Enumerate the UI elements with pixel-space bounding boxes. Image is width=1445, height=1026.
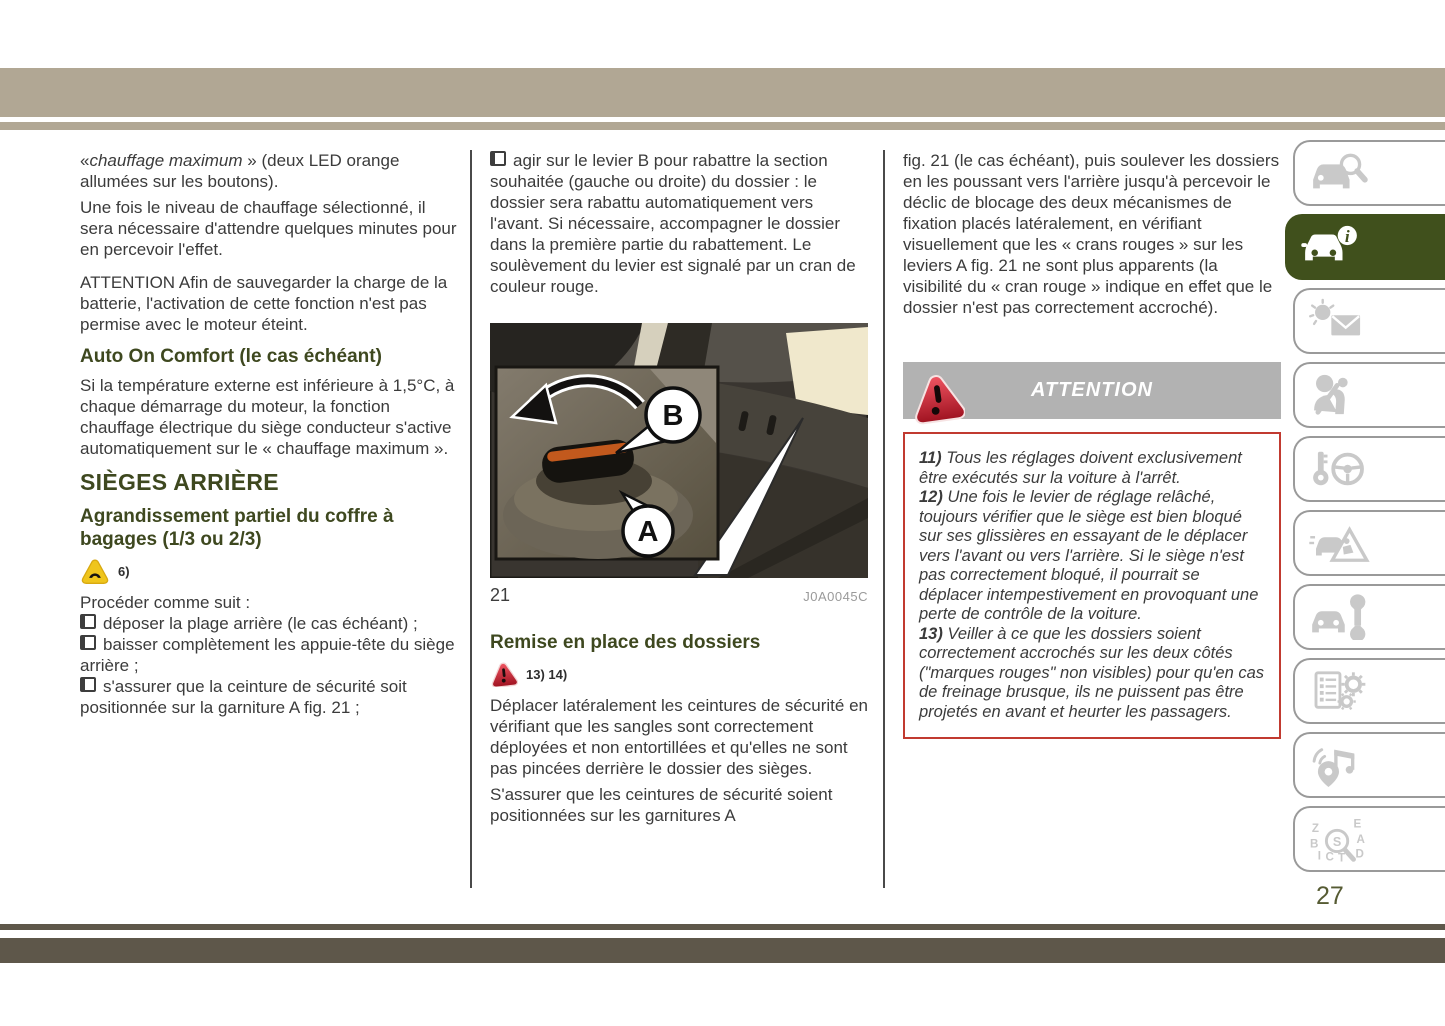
warning-item [919, 488, 1265, 625]
car-info-icon [1300, 224, 1362, 270]
list-item [80, 634, 458, 676]
warning-triangle-icon [490, 661, 518, 687]
chapter-tab-sidebar [1285, 140, 1445, 880]
index-letter: C [1325, 850, 1334, 863]
warning-item-text: Veiller à ce que les dossiers soient correctement accrochés sur les deux côtés ("marques rouges" non visibles) pour qu'en cas de freinage brusque, ils ne puissent pas être projetés en avant et heurter les passagers. [919, 624, 1265, 721]
subheading-auto-on-comfort: Auto On Comfort (le cas échéant) [80, 346, 382, 367]
rear-seat-figure [490, 323, 868, 607]
paragraph: ATTENTION Afin de sauvegarder la charge de la batterie, l'activation de cette fonction n'est pas permise avec le moteur éteint. [80, 273, 448, 334]
sidebar-item-car-info[interactable] [1285, 214, 1445, 280]
middle-column [490, 150, 868, 831]
paragraph: Procéder comme suit : [80, 593, 251, 612]
warning-triangle-icon [911, 367, 965, 427]
figure-number: 21 [490, 585, 511, 605]
list-item [490, 150, 868, 297]
warning-item-number: 11) [919, 449, 942, 467]
italic-text-run: chauffage maximum [89, 151, 243, 170]
warning-item-text: Tous les réglages doivent exclusivement être exécutés sur la voiture à l'arrêt. [919, 449, 1242, 487]
callout-a-label: A [637, 516, 659, 548]
sidebar-item-servicing[interactable] [1293, 584, 1445, 650]
list-item [80, 676, 458, 718]
list-item-text: s'assurer que la ceinture de sécurité soit positionnée sur la garniture A fig. 21 ; [80, 677, 407, 717]
list-item-text: agir sur le levier B pour rabattre la section souhaitée (gauche ou droite) du dossier : le dossier sera rabattu automatiquement vers l'avant. Si nécessaire, accompagner le dossier dans la première partie du rabattement. Le soulèvement du levier est signalé par un cran de couleur rouge. [490, 151, 856, 296]
checkbox-bullet-icon [490, 151, 506, 166]
paragraph: Si la température externe est inférieure à 1,5°C, à chaque démarrage du moteur, la fonction chauffage électrique du siège conducteur s'active automatiquement sur le « chauffage maximum ». [80, 376, 455, 458]
sidebar-item-index[interactable] [1293, 806, 1445, 872]
paragraph: fig. 21 (le cas échéant), puis soulever les dossiers en les poussant vers l'arrière jusqu'à percevoir le déclic de blocage des deux mécanismes de fixation placés latéralement, en vérifiant visuellement que les « crans rouges » sur les leviers A fig. 21 ne sont plus apparents (la visibilité du « cran rouge » indique en effet que le dossier n'est pas correctement accroché). [903, 151, 1280, 317]
checkbox-bullet-icon [80, 614, 96, 629]
index-letter: E [1353, 817, 1362, 831]
car-service-icon [1308, 594, 1370, 640]
sidebar-item-emergency[interactable] [1293, 510, 1445, 576]
warning-item-number: 12) [919, 488, 943, 506]
warning-item-number: 13) [919, 624, 943, 643]
lever-inset [496, 367, 718, 559]
warning-item [919, 449, 1265, 488]
index-letter: T [1338, 851, 1346, 863]
right-column [903, 150, 1281, 739]
paragraph: Déplacer latéralement les ceintures de sécurité en vérifiant que les sangles sont correctement déployées et non entortillées et qu'elles ne sont pas pincées derrière le dossier des sièges. [490, 696, 868, 778]
paragraph: Une fois le niveau de chauffage sélectionné, il sera nécessaire d'attendre quelques minutes pour en percevoir l'effet. [80, 198, 457, 259]
paragraph [80, 150, 458, 192]
attention-label: ATTENTION [1031, 379, 1153, 401]
sidebar-item-safety[interactable] [1293, 362, 1445, 428]
bottom-band-thin [0, 924, 1445, 930]
text-run: « [80, 151, 90, 170]
occupant-safety-icon [1308, 372, 1370, 418]
index-letter: Z [1311, 822, 1319, 836]
paragraph: S'assurer que les ceintures de sécurité soient positionnées sur les garnitures A [490, 785, 833, 825]
specifications-icon [1308, 668, 1370, 714]
subheading-remise-dossiers: Remise en place des dossiers [490, 632, 761, 653]
warning-reference-row [490, 661, 868, 687]
key-steering-icon [1308, 446, 1370, 492]
index-letter: A [1356, 832, 1365, 846]
column-divider [470, 150, 472, 888]
multimedia-icon [1308, 742, 1370, 788]
warning-note-number: 6) [118, 563, 130, 579]
sidebar-item-multimedia[interactable] [1293, 732, 1445, 798]
rollover-warning-icon [80, 558, 110, 584]
bottom-band [0, 938, 1445, 963]
attention-header [903, 362, 1281, 419]
warning-note-number: 13) 14) [526, 666, 568, 682]
text-run: » (deux LED orange allumées sur les boutons). [80, 151, 400, 191]
callout-b-label: B [662, 400, 684, 432]
figure-code: J0A0045C [803, 589, 868, 604]
car-emergency-icon [1308, 520, 1370, 566]
column-divider [883, 150, 885, 888]
car-search-icon [1308, 150, 1370, 196]
warning-item-text: Une fois le levier de réglage relâché, toujours vérifier que le siège est bien bloqué sur ses glissières en essayant de le déplacer vers l'avant ou vers l'arrière. Si le siège n'est pas correctement bloqué, il pourrait se déplacer intempestivement en provoquant une perte de contrôle de la voiture. [919, 488, 1259, 623]
left-column [80, 150, 458, 718]
info-i-glyph: i [1344, 227, 1350, 247]
checkbox-bullet-icon [80, 677, 96, 692]
warning-reference-row [80, 558, 458, 584]
subheading-agrandissement: Agrandissement partiel du coffre à bagages (1/3 ou 2/3) [80, 506, 394, 550]
index-search-icon [1308, 815, 1370, 863]
checkbox-bullet-icon [80, 635, 96, 650]
index-letter: I [1317, 849, 1321, 863]
sidebar-item-technical-data[interactable] [1293, 658, 1445, 724]
sidebar-item-starting-driving[interactable] [1293, 436, 1445, 502]
sidebar-item-car-search[interactable] [1293, 140, 1445, 206]
warning-notes-box [903, 432, 1281, 739]
index-letter: D [1355, 847, 1364, 861]
warning-lights-mail-icon [1308, 298, 1370, 344]
warning-item [919, 625, 1265, 723]
index-letter: S [1332, 834, 1342, 849]
top-band-thin [0, 122, 1445, 130]
rear-seat-photo [490, 323, 868, 578]
section-heading-sieges-arriere: SIÈGES ARRIÈRE [80, 469, 279, 495]
list-item [80, 613, 458, 634]
list-item-text: baisser complètement les appuie-tête du siège arrière ; [80, 635, 455, 675]
index-letter: B [1309, 837, 1319, 851]
page-number: 27 [1316, 882, 1344, 910]
sidebar-item-warning-lights[interactable] [1293, 288, 1445, 354]
top-band [0, 68, 1445, 117]
list-item-text: déposer la plage arrière (le cas échéant) ; [103, 614, 418, 633]
